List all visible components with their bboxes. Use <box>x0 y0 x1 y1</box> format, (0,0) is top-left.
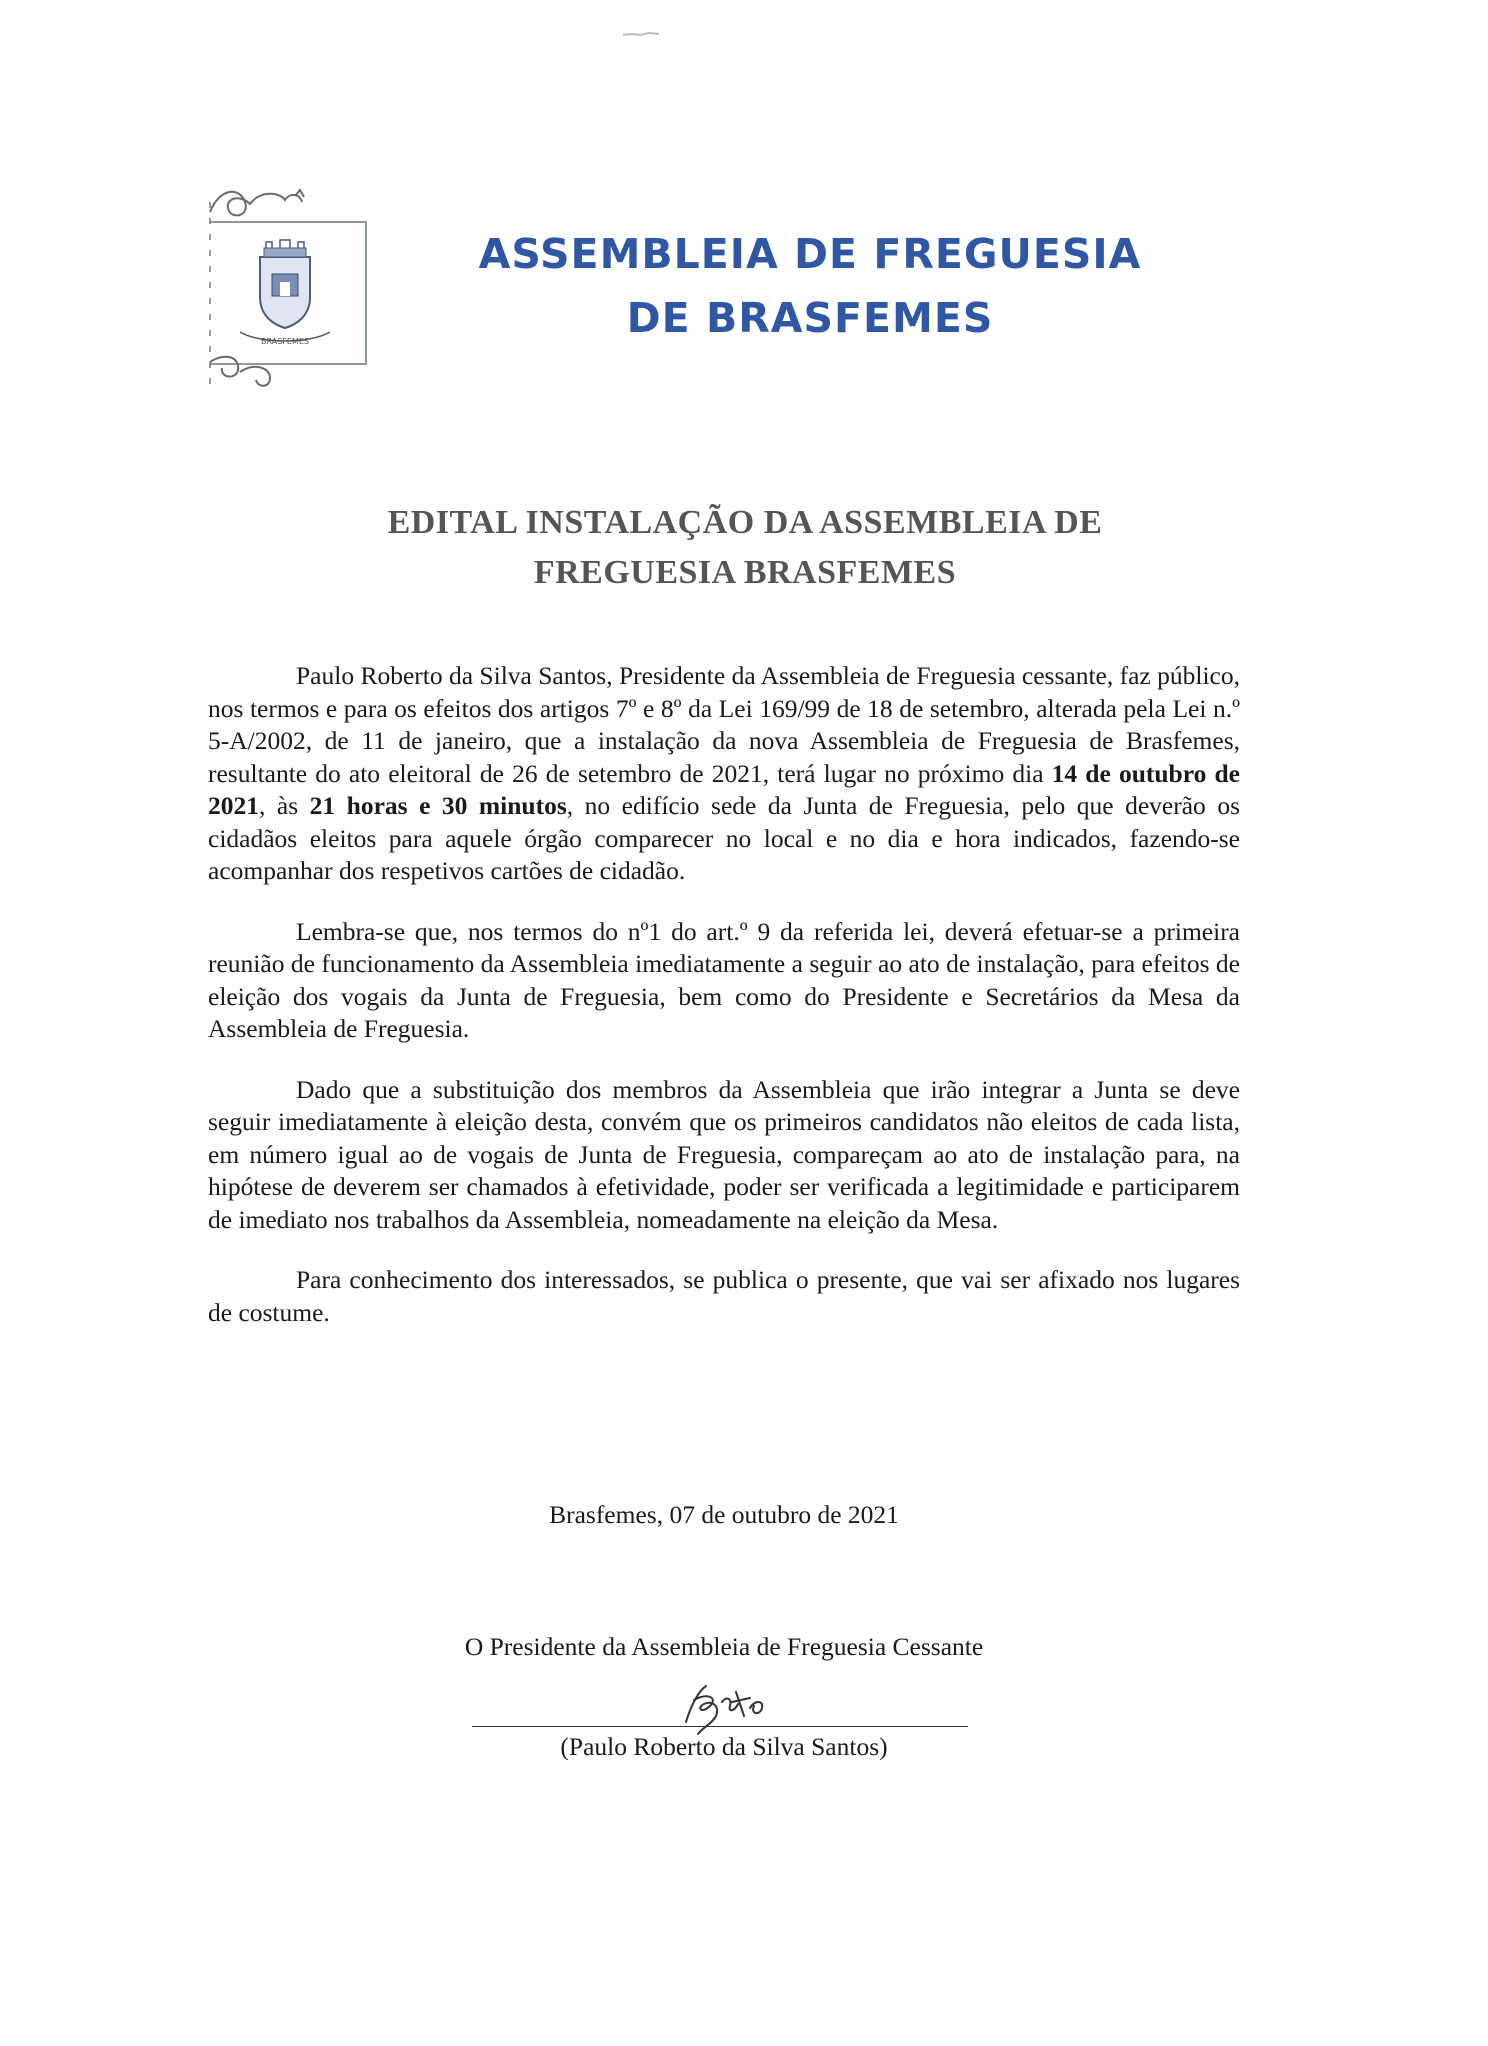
signature-line <box>472 1726 968 1727</box>
meeting-date: 14 de outubro de 2021 <box>208 758 1240 820</box>
paragraph-substitution: Dado que a substituição dos membros da Assembleia que irão integrar a Junta se deve seguir imediatamente à eleição desta, convém que os primeiros candidatos não eleitos de cada lista, em número igual ao de vogais de Junta de Freguesia, compareçam ao ato de instalação para, na hipótese de deverem ser chamados à efetividade, poder ser verificada a legitimidade e participarem de imediato nos trabalhos da Assembleia, nomeadamente na eleição da Mesa. <box>208 1074 1240 1234</box>
crest-motto: BRASFEMES <box>261 337 309 346</box>
meeting-time: 21 horas e 30 minutos <box>309 791 567 820</box>
place-date: Brasfemes, 07 de outubro de 2021 <box>549 1500 899 1529</box>
signer-name: (Paulo Roberto da Silva Santos) <box>560 1732 888 1761</box>
heading-line-2: DE BRASFEMES <box>626 294 994 342</box>
document-title-line-1: EDITAL INSTALAÇÃO DA ASSEMBLEIA DE <box>387 504 1103 541</box>
heading-line-1: ASSEMBLEIA DE FREGUESIA <box>478 230 1142 278</box>
parish-crest-logo <box>200 182 380 412</box>
paragraph-announcement: Paulo Roberto da Silva Santos, Presidente da Assembleia de Freguesia cessante, faz público, nos termos e para os efeitos dos artigos 7º e 8º da Lei 169/99 de 18 de setembro, alterada pela Lei n.º 5-A/2002, de 11 de janeiro, que a instalação da nova Assembleia de Freguesia de Brasfemes, resultante do ato eleitoral de 26 de setembro de 2021, terá lugar no próximo dia 14 de outubro de 2021, às 21 horas e 30 minutos, no edifício sede da Junta de Freguesia, pelo que deverão os cidadãos eleitos para aquele órgão comparecer no local e no dia e hora indicados, fazendo-se acompanhar dos respetivos cartões de cidadão. <box>208 661 1240 885</box>
document-title <box>200 498 1290 598</box>
parish-assembly-heading <box>420 222 1200 350</box>
paragraph-first-meeting: Lembra-se que, nos termos do nº1 do art.º 9 da referida lei, deverá efetuar-se a primeira reunião de funcionamento da Assembleia imediatamente a seguir ao ato de instalação, para efeitos de eleição dos vogais da Junta de Freguesia, bem como do Presidente e Secretários da Mesa da Assembleia de Freguesia. <box>208 916 1240 1043</box>
document-title-line-2: FREGUESIA BRASFEMES <box>533 554 957 591</box>
paragraph-publication: Para conhecimento dos interessados, se publica o presente, que vai ser afixado nos lugares de costume. <box>208 1265 1240 1327</box>
document-body <box>208 660 1240 1357</box>
signer-role: O Presidente da Assembleia de Freguesia Cessante <box>464 1632 984 1661</box>
scan-artifact <box>622 30 660 38</box>
